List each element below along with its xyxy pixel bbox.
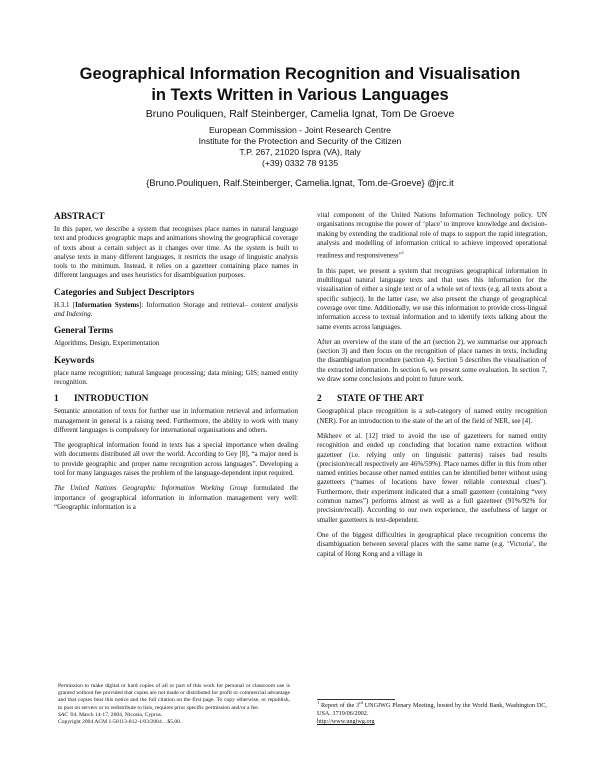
intro-text: formulated the importance of geographical information in information management very well: “Geographic information is a: [54, 484, 299, 511]
paper-title: [40, 64, 560, 106]
categories-bold: Information Systems: [75, 300, 140, 309]
copyright-line: Copyright 2004 ACM 1-58113-812-1/03/2004…$5.00.: [58, 719, 182, 726]
affiliation-line: T.P. 267, 21020 Ispra (VA), Italy: [239, 147, 361, 157]
body-paragraph: Mikheev et al. [12] tried to avoid the use of gazetteers for named entity recognition and ended up concluding that location name extraction without gazetteer (i.e. relying only on linguistic patterns) raises bad results (precision/recall respectively are 46%/59%). Place names differ in this from other named entities because other named entities can be identified better without using gazetteers (“names of locations have fewer reliable contextual clues”). Furthermore, their experiment indicated that a small gazetteer (containing “very common names”) performs almost as well as a full gazetteer (91%/92% for precision/recall). According to our own experience, the usefulness of larger or smaller gazetteers is text-dependent.: [317, 431, 547, 524]
conference-line: [58, 712, 290, 719]
permission-notice: [58, 683, 290, 726]
introduction-heading: [54, 394, 298, 405]
footnote-text: UNGIWG Plenary Meeting, hosted by the World Bank, Washington DC, USA. 1719/06/2002.: [317, 702, 547, 717]
intro-paragraph: Semantic annotation of texts for further use in information retrieval and information management in general is a raising need. Furthermore, the ability to work with many different languages is compulsory for international organisations and others.: [54, 407, 298, 434]
body-text: vital component of the United Nations Information Technology policy. UN organisations recognise the power of ‘place’ to improve knowledge and decision-making by extending the traditional role of maps to support the rapid integration, analysis and modelling of information critical to achieve improved operational readiness and responsiveness”: [317, 211, 547, 260]
body-paragraph: After an overview of the state of the art (section 2), we summarise our approach (section 3) and then focus on the recognition of place names in texts, including the disambiguation procedure (section 4). Section 5 describes the visualisation of the extracted information. In section 6, we present some evaluation. In section 7, we draw some conclusions and point to future work.: [317, 337, 547, 384]
footnote-marker: 1: [317, 699, 320, 705]
abstract-text: In this paper, we describe a system that recognises place names in natural language text and produces geographic maps and animations showing the geographical coverage of texts about a certain subject as it changes over time. As the system is built to analyse texts in many different languages, it restricts the usage of linguistic analysis tools to the minimum. Instead, it relies on a gazetteer containing place names in different languages and uses heuristics for disambiguation purposes.: [54, 225, 298, 280]
categories-heading: Categories and Subject Descriptors: [54, 287, 195, 298]
permission-text: Permission to make digital or hard copies of all or part of this work for personal or classroom use is granted without fee provided that copies are not made or distributed for profit or commercial advantage and that copies bear this notice and the full citation on the first page. To copy otherwise, or republish, to post on servers or to redistribute to lists, requires prior specific permission and/or a fee.: [58, 683, 290, 711]
author-list: Bruno Pouliquen, Ralf Steinberger, Camelia Ignat, Tom De Groeve: [145, 108, 455, 120]
paper-header: [40, 64, 560, 189]
body-paragraph: In this paper, we present a system that recognises geographical information in multilingual natural language texts and that uses this information for the visualisation of either a single text or of a whole set of texts (e.g. all texts about a specific subject). In the latter case, we also present the change of geographical coverage over time. Additionally, we use this information to provide cross-lingual information access to textual information and to identify texts talking about the same events across languages.: [317, 266, 547, 331]
section-number: 1: [54, 394, 59, 405]
categories-mid: ]: Information Storage and retrieval–: [139, 300, 252, 309]
affiliation-line: Institute for the Protection and Security of the Citizen: [198, 136, 402, 146]
footnote-divider: [317, 699, 395, 700]
state-of-art-heading: [317, 394, 547, 405]
intro-paragraph: The geographical information found in texts has a special importance when dealing with documents distributed all over the world. According to Gey [8], “a major need is to provide geographic and proper name recognition across languages”. Developing a tool for many languages raises the problem of the language-dependent input required.: [54, 441, 298, 478]
body-paragraph: [317, 211, 547, 261]
body-paragraph: Geographical place recognition is a sub-category of named entity recognition (NER). For an introduction to the state of the art of the field of NER, see [4].: [317, 407, 547, 425]
footnote: [317, 699, 547, 726]
right-column: [317, 211, 547, 565]
left-column: [54, 212, 298, 518]
conference-details: , March 14-17, 2004, Nicosia, Cyprus.: [76, 711, 163, 718]
categories-code: H.3.1 [: [54, 300, 76, 309]
affiliation-line: European Commission - Joint Research Centre: [208, 125, 392, 135]
author-emails: {Bruno.Pouliquen, Ralf.Steinberger, Camelia.Ignat, Tom.de-Groeve} @jrc.it: [146, 178, 454, 188]
general-terms-text: Algorithms, Design, Experimentation: [54, 339, 160, 348]
categories-italic: content analysis and Indexing.: [54, 300, 298, 319]
affiliation-block: [40, 125, 560, 169]
keywords-heading: Keywords: [54, 355, 95, 366]
footnote-text: Report of the 3: [319, 702, 360, 709]
section-title: STATE OF THE ART: [337, 394, 424, 405]
section-title: INTRODUCTION: [74, 394, 149, 405]
footnote-ordinal: rd: [359, 699, 363, 705]
footnote-ref: 1: [401, 250, 405, 256]
conference-name: SAC '04: [58, 711, 77, 718]
title-line-1: Geographical Information Recognition and Visualisation: [79, 65, 521, 83]
section-number: 2: [317, 394, 322, 405]
italic-org-name: The United Nations Geographic Information Working Group: [54, 484, 248, 493]
affiliation-line: (+39) 0332 78 9135: [261, 158, 339, 168]
footnote-url-link[interactable]: http://www.ungiwg.org: [317, 718, 375, 725]
title-line-2: in Texts Written in Various Languages: [151, 86, 449, 104]
general-terms-heading: General Terms: [54, 326, 114, 337]
categories-text: [54, 301, 298, 320]
intro-paragraph: [54, 484, 298, 512]
abstract-heading: ABSTRACT: [54, 212, 105, 222]
body-paragraph: One of the biggest difficulties in geographical place recognition concerns the disambiguation between several places with the same name (e.g. ‘Victoria’, the capital of Hong Kong and a village in: [317, 530, 547, 558]
keywords-text: place name recognition; natural language processing; data mining; GIS; named entity recognition.: [54, 368, 298, 386]
